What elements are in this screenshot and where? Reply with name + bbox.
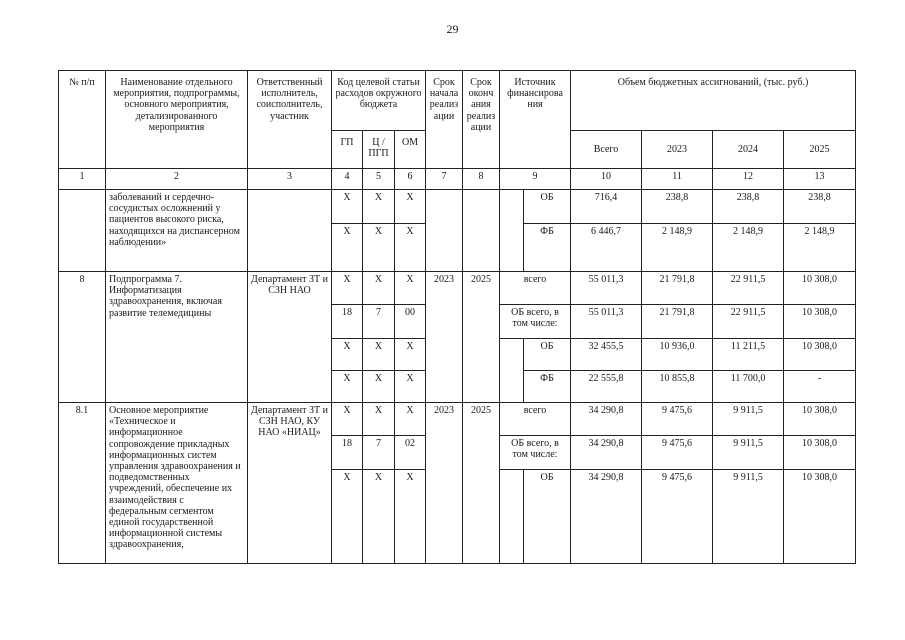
col-number: 6	[395, 169, 426, 190]
header-np: № п/п	[59, 71, 106, 169]
cell-source: ОБ всего, в том числе:	[500, 305, 571, 339]
header-end: Срок оконч ания реализ ации	[463, 71, 500, 169]
cell-np	[59, 190, 106, 272]
cell-2025: 10 308,0	[784, 305, 856, 339]
cell-source-indent	[500, 339, 524, 403]
cell-start: 2023	[426, 272, 463, 403]
table-row	[59, 190, 856, 224]
col-number: 1	[59, 169, 106, 190]
subheader-total: Всего	[571, 131, 642, 169]
header-start: Срок начала реализ ации	[426, 71, 463, 169]
cell-2023: 10 936,0	[642, 339, 713, 371]
table-row	[59, 403, 856, 436]
cell-cpgp: 7	[363, 436, 395, 470]
cell-cpgp: Х	[363, 190, 395, 224]
cell-2024: 9 911,5	[713, 403, 784, 436]
cell-gp: Х	[332, 371, 363, 403]
cell-2024: 9 911,5	[713, 470, 784, 564]
cell-gp: 18	[332, 436, 363, 470]
cell-total: 22 555,8	[571, 371, 642, 403]
cell-2024: 22 911,5	[713, 305, 784, 339]
header-name: Наименование отдельного мероприятия, подпрограммы, основного мероприятия, детализированного мероприятия	[106, 71, 248, 169]
cell-om: Х	[395, 272, 426, 305]
cell-2024: 22 911,5	[713, 272, 784, 305]
cell-source-indent	[500, 190, 524, 272]
subheader-om: ОМ	[395, 131, 426, 169]
cell-source-indent	[500, 470, 524, 564]
subheader-cpgp: Ц / ПГП	[363, 131, 395, 169]
cell-om: 02	[395, 436, 426, 470]
cell-end	[463, 190, 500, 272]
cell-name: Основное мероприятие «Техническое и информационное сопровождение прикладных информационных систем управления здравоохранения и подведомственных учреждений, обеспечение их взаимодействия с федеральным сегментом единой государственной информационной системы здравоохранения,	[106, 403, 248, 564]
cell-2025: 10 308,0	[784, 403, 856, 436]
cell-cpgp: Х	[363, 403, 395, 436]
header-source: Источник финансирова ния	[500, 71, 571, 169]
cell-cpgp: Х	[363, 272, 395, 305]
cell-2025: -	[784, 371, 856, 403]
cell-2023: 2 148,9	[642, 224, 713, 272]
cell-total: 6 446,7	[571, 224, 642, 272]
cell-2025: 238,8	[784, 190, 856, 224]
col-number: 2	[106, 169, 248, 190]
cell-cpgp: 7	[363, 305, 395, 339]
cell-2025: 10 308,0	[784, 436, 856, 470]
budget-table	[58, 70, 856, 564]
cell-gp: Х	[332, 272, 363, 305]
cell-2023: 9 475,6	[642, 436, 713, 470]
cell-total: 32 455,5	[571, 339, 642, 371]
cell-total: 55 011,3	[571, 272, 642, 305]
cell-total: 716,4	[571, 190, 642, 224]
col-number: 13	[784, 169, 856, 190]
cell-2023: 9 475,6	[642, 403, 713, 436]
cell-cpgp: Х	[363, 470, 395, 564]
cell-om: Х	[395, 403, 426, 436]
subheader-gp: ГП	[332, 131, 363, 169]
cell-gp: 18	[332, 305, 363, 339]
cell-total: 34 290,8	[571, 470, 642, 564]
cell-responsible: Департамент ЗТ и СЗН НАО	[248, 272, 332, 403]
cell-gp: Х	[332, 224, 363, 272]
cell-cpgp: Х	[363, 339, 395, 371]
cell-2025: 10 308,0	[784, 470, 856, 564]
subheader-2025: 2025	[784, 131, 856, 169]
cell-gp: Х	[332, 470, 363, 564]
header-code: Код целевой статьи расходов окружного бюджета	[332, 71, 426, 131]
page-number: 29	[446, 22, 459, 36]
cell-start: 2023	[426, 403, 463, 564]
cell-om: Х	[395, 371, 426, 403]
cell-name: Подпрограмма 7. Информатизация здравоохранения, включая развитие телемедицины	[106, 272, 248, 403]
cell-source: ФБ	[524, 224, 571, 272]
cell-total: 34 290,8	[571, 403, 642, 436]
cell-2023: 238,8	[642, 190, 713, 224]
header-volume: Объем бюджетных ассигнований, (тыс. руб.)	[571, 71, 856, 131]
cell-gp: Х	[332, 339, 363, 371]
cell-2024: 11 211,5	[713, 339, 784, 371]
subheader-2024: 2024	[713, 131, 784, 169]
cell-2023: 21 791,8	[642, 305, 713, 339]
col-number: 3	[248, 169, 332, 190]
cell-2024: 11 700,0	[713, 371, 784, 403]
cell-source: всего	[500, 272, 571, 305]
cell-source: ОБ	[524, 339, 571, 371]
cell-om: Х	[395, 339, 426, 371]
cell-np: 8	[59, 272, 106, 403]
cell-source: ОБ всего, в том числе:	[500, 436, 571, 470]
cell-2024: 238,8	[713, 190, 784, 224]
cell-om: 00	[395, 305, 426, 339]
cell-gp: Х	[332, 403, 363, 436]
header-row	[59, 71, 856, 131]
cell-om: Х	[395, 190, 426, 224]
cell-2024: 2 148,9	[713, 224, 784, 272]
cell-responsible: Департамент ЗТ и СЗН НАО, КУ НАО «НИАЦ»	[248, 403, 332, 564]
col-number: 9	[500, 169, 571, 190]
cell-2025: 2 148,9	[784, 224, 856, 272]
column-numbers-row	[59, 169, 856, 190]
col-number: 11	[642, 169, 713, 190]
cell-start	[426, 190, 463, 272]
cell-2023: 10 855,8	[642, 371, 713, 403]
cell-2024: 9 911,5	[713, 436, 784, 470]
col-number: 8	[463, 169, 500, 190]
col-number: 7	[426, 169, 463, 190]
cell-cpgp: Х	[363, 371, 395, 403]
cell-cpgp: Х	[363, 224, 395, 272]
cell-2023: 9 475,6	[642, 470, 713, 564]
cell-2023: 21 791,8	[642, 272, 713, 305]
cell-2025: 10 308,0	[784, 272, 856, 305]
col-number: 5	[363, 169, 395, 190]
cell-end: 2025	[463, 272, 500, 403]
cell-2025: 10 308,0	[784, 339, 856, 371]
cell-np: 8.1	[59, 403, 106, 564]
cell-total: 55 011,3	[571, 305, 642, 339]
col-number: 10	[571, 169, 642, 190]
subheader-2023: 2023	[642, 131, 713, 169]
col-number: 12	[713, 169, 784, 190]
cell-name: заболеваний и сердечно-сосудистых осложнений у пациентов высокого риска, находящихся на диспансерном наблюдении»	[106, 190, 248, 272]
cell-source: ОБ	[524, 470, 571, 564]
cell-source: ФБ	[524, 371, 571, 403]
cell-source: ОБ	[524, 190, 571, 224]
cell-total: 34 290,8	[571, 436, 642, 470]
header-responsible: Ответственный исполнитель, соисполнитель, участник	[248, 71, 332, 169]
cell-om: Х	[395, 224, 426, 272]
cell-om: Х	[395, 470, 426, 564]
col-number: 4	[332, 169, 363, 190]
table-row	[59, 272, 856, 305]
cell-end: 2025	[463, 403, 500, 564]
cell-responsible	[248, 190, 332, 272]
cell-source: всего	[500, 403, 571, 436]
cell-gp: Х	[332, 190, 363, 224]
